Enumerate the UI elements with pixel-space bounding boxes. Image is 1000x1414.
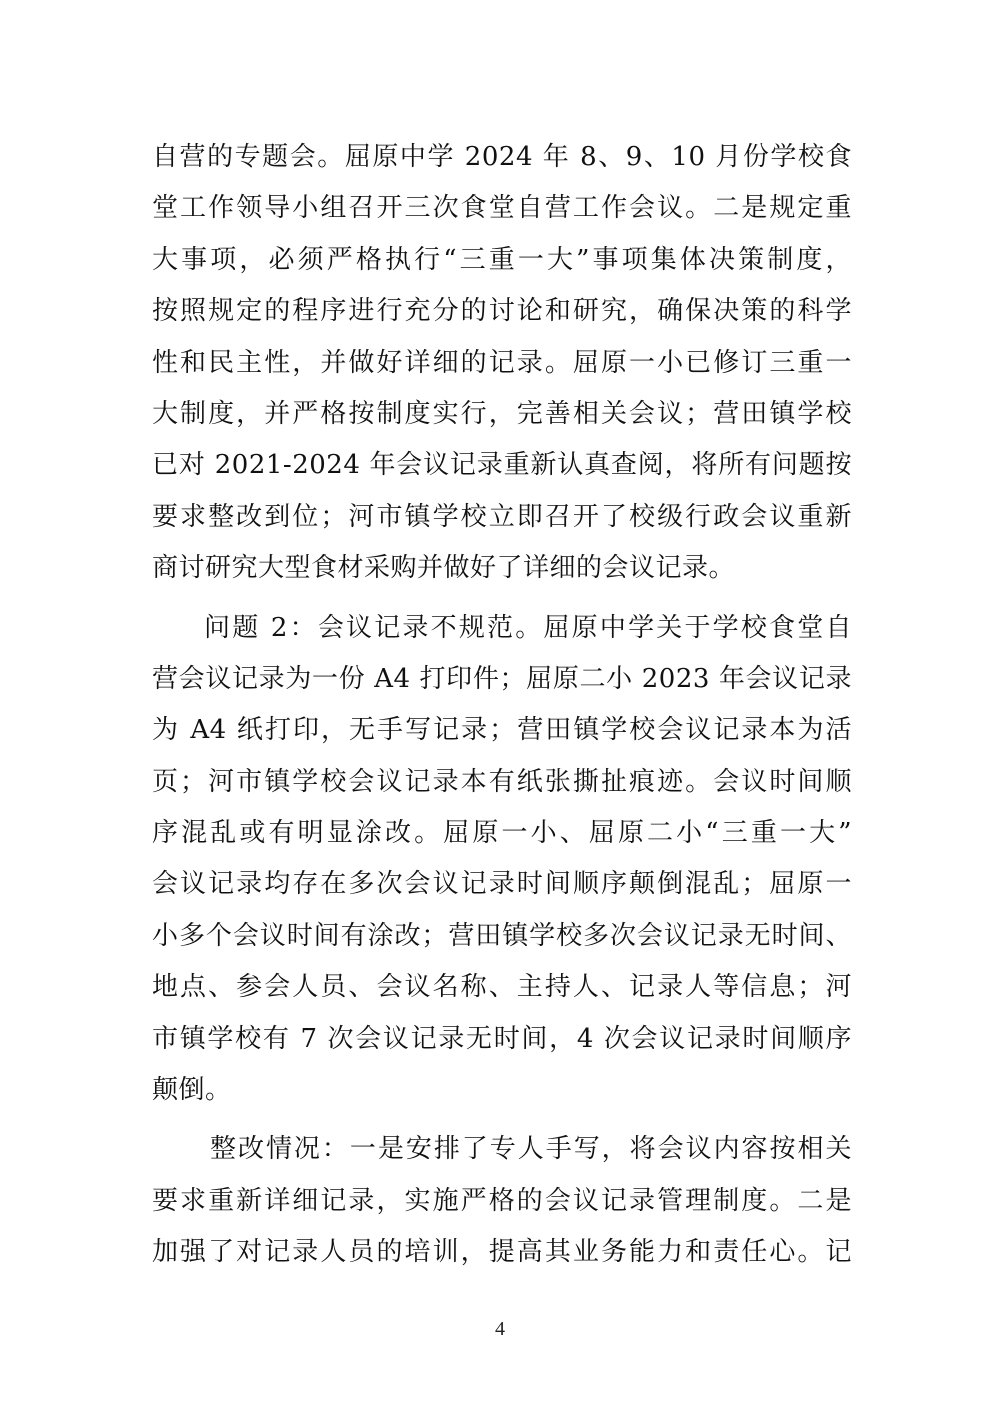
text-line: 要求整改到位；河市镇学校立即召开了校级行政会议重新 <box>152 501 852 532</box>
text-line: 按照规定的程序进行充分的讨论和研究，确保决策的科学 <box>152 296 852 327</box>
text-line: 大制度，并严格按制度实行，完善相关会议；营田镇学校 <box>152 398 852 429</box>
text-line: 序混乱或有明显涂改。屈原一小、屈原二小“三重一大” <box>152 818 852 849</box>
text-line: 颠倒。 <box>152 1075 232 1106</box>
text-line: 整改情况：一是安排了专人手写，将会议内容按相关 <box>210 1134 852 1165</box>
text-line: 堂工作领导小组召开三次食堂自营工作会议。二是规定重 <box>152 193 852 224</box>
text-line: 商讨研究大型食材采购并做好了详细的会议记录。 <box>152 553 736 584</box>
text-line: 已对 2021-2024 年会议记录重新认真查阅，将所有问题按 <box>152 450 852 481</box>
text-line: 为 A4 纸打印，无手写记录；营田镇学校会议记录本为活 <box>152 715 852 746</box>
text-line: 加强了对记录人员的培训，提高其业务能力和责任心。记 <box>152 1237 852 1268</box>
paragraph-spacer <box>152 1116 852 1124</box>
text-line: 自营的专题会。屈原中学 2024 年 8、9、10 月份学校食 <box>152 142 852 172</box>
text-line: 营会议记录为一份 A4 打印件；屈原二小 2023 年会议记录 <box>152 663 852 694</box>
text-line: 要求重新详细记录，实施严格的会议记录管理制度。二是 <box>152 1185 852 1216</box>
paragraph-spacer <box>152 595 852 603</box>
text-line: 市镇学校有 7 次会议记录无时间，4 次会议记录时间顺序 <box>152 1023 852 1054</box>
document-body <box>152 132 852 1279</box>
text-line: 问题 2：会议记录不规范。屈原中学关于学校食堂自 <box>204 612 852 643</box>
text-line: 性和民主性，并做好详细的记录。屈原一小已修订三重一 <box>152 347 852 378</box>
text-line: 大事项，必须严格执行“三重一大”事项集体决策制度， <box>152 244 852 275</box>
text-line: 地点、参会人员、会议名称、主持人、记录人等信息；河 <box>152 972 852 1003</box>
paragraph-1 <box>152 132 852 595</box>
text-line: 小多个会议时间有涂改；营田镇学校多次会议记录无时间、 <box>152 920 852 951</box>
page-number: 4 <box>495 1318 505 1340</box>
text-line: 页；河市镇学校会议记录本有纸张撕扯痕迹。会议时间顺 <box>152 766 852 797</box>
paragraph-2 <box>152 603 852 1117</box>
text-line: 会议记录均存在多次会议记录时间顺序颠倒混乱；屈原一 <box>152 869 852 900</box>
paragraph-3 <box>152 1124 852 1278</box>
